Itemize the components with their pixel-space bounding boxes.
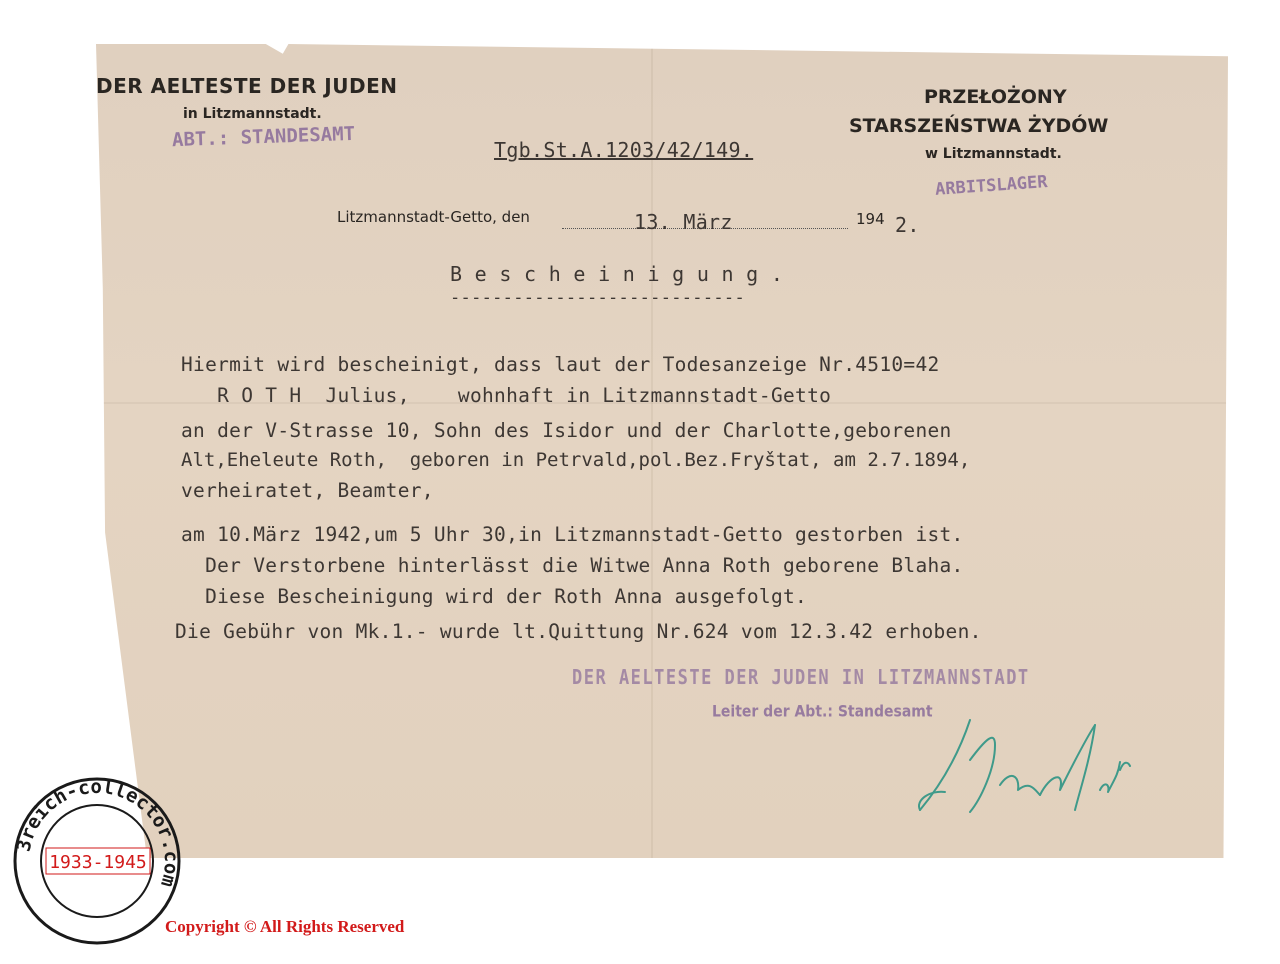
body-line-3: an der V-Strasse 10, Sohn des Isidor und der Charlotte,geborenen xyxy=(181,419,952,442)
date-day-month: 13. März xyxy=(634,210,733,234)
body-line-7: Der Verstorbene hinterlässt die Witwe Anna Roth geborene Blaha. xyxy=(181,554,964,577)
header-left-stamp: ABT.: STANDESAMT xyxy=(171,122,356,152)
handwritten-signature xyxy=(900,700,1140,830)
body-line-1: Hiermit wird bescheinigt, dass laut der Todesanzeige Nr.4510=42 xyxy=(181,353,940,376)
reference-number: Tgb.St.A.1203/42/149. xyxy=(494,138,754,162)
header-right-stamp: ARBITSLAGER xyxy=(934,172,1049,200)
date-year-typed: 2. xyxy=(895,213,920,237)
header-right-city: w Litzmannstadt. xyxy=(925,146,1062,162)
document-title-underline: ---------------------------- xyxy=(450,288,745,308)
body-line-2: R O T H Julius, wohnhaft in Litzmannstadt-Getto xyxy=(181,384,832,407)
body-line-8: Diese Bescheinigung wird der Roth Anna ausgefolgt. xyxy=(181,585,808,608)
signature-stamp-org: DER AELTESTE DER JUDEN IN LITZMANNSTADT xyxy=(572,666,1030,690)
header-right-org-line1: PRZEŁOŻONY xyxy=(924,86,1067,108)
header-right-org-line2: STARSZEŃSTWA ŻYDÓW xyxy=(849,115,1109,137)
date-prefix: Litzmannstadt-Getto, den xyxy=(337,208,530,226)
header-left-city: in Litzmannstadt. xyxy=(183,106,322,122)
watermark-text: 3reich-collector.com xyxy=(12,776,182,890)
body-line-4: Alt,Eheleute Roth, geboren in Petrvald,pol.Bez.Fryštat, am 2.7.1894, xyxy=(181,449,971,471)
body-line-9: Die Gebühr von Mk.1.- wurde lt.Quittung Nr.624 vom 12.3.42 erhoben. xyxy=(175,620,982,643)
copyright-notice: Copyright © All Rights Reserved xyxy=(165,917,405,936)
signature-stamp-dept: Leiter der Abt.: Standesamt xyxy=(712,702,933,722)
watermark-years: 1933-1945 xyxy=(49,852,147,873)
body-line-6: am 10.März 1942,um 5 Uhr 30,in Litzmannstadt-Getto gestorben ist. xyxy=(181,523,964,546)
document-title: B e s c h e i n i g u n g . xyxy=(450,262,784,286)
watermark-stamp xyxy=(12,776,182,946)
body-line-5: verheiratet, Beamter, xyxy=(181,479,434,502)
header-left-org: DER AELTESTE DER JUDEN xyxy=(96,74,398,98)
date-year-print: 194 xyxy=(856,210,885,228)
